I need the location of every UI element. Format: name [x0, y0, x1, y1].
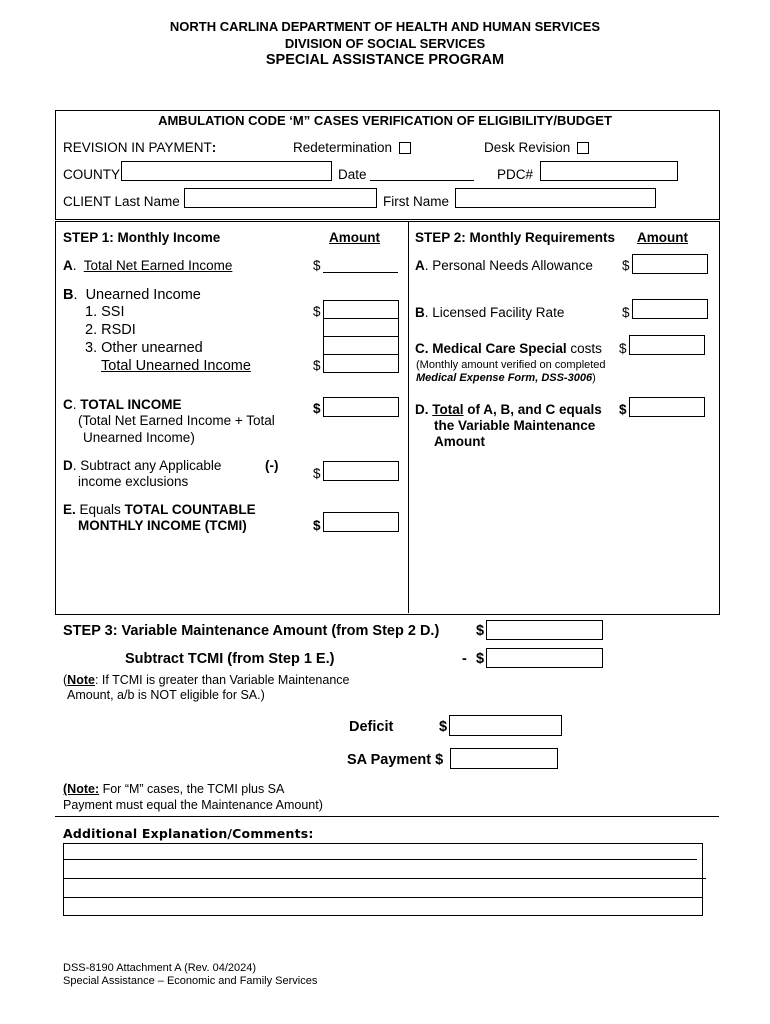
comment-line-2 — [63, 878, 706, 879]
dollar-sign: $ — [439, 719, 448, 735]
step3-title: STEP 3: Variable Maintenance Amount (from Step 2 D.) — [63, 623, 440, 639]
county-field[interactable] — [121, 161, 332, 181]
step2-a-letter: A — [415, 258, 425, 273]
step2-c-note2-text: Medical Expense Form, DSS-3006 — [416, 372, 593, 384]
comments-field[interactable] — [63, 843, 703, 916]
step1-b-total-label: Total Unearned Income — [101, 358, 251, 374]
step1-c-letter: C — [63, 397, 73, 412]
step2-medical-care-field[interactable] — [629, 335, 705, 355]
step2-b-row: B. Licensed Facility Rate — [415, 305, 565, 320]
step2-d-label3: Amount — [434, 434, 485, 449]
step2-a-label: Personal Needs Allowance — [432, 258, 593, 273]
step1-total-income-field[interactable] — [323, 397, 399, 417]
revision-label-text: REVISION IN PAYMENT — [63, 140, 212, 155]
step1-d-minus: (-) — [265, 458, 279, 473]
step1-other-unearned-field[interactable] — [323, 336, 399, 355]
dollar-sign: $ — [435, 752, 444, 768]
step1-title-bold: STEP 1 — [63, 230, 110, 245]
step3-note3-rest: For “M” cases, the TCMI plus SA — [102, 782, 285, 796]
step1-a-label: Total Net Earned Income — [83, 258, 233, 273]
step2-d-label1a: Total — [432, 402, 464, 417]
dollar-sign: $ — [476, 651, 485, 667]
step1-b2-label: 2. RSDI — [85, 322, 136, 338]
first-name-label: First Name — [383, 194, 450, 209]
step1-total-unearned-field[interactable] — [323, 354, 399, 373]
step2-title-bold: STEP 2 — [415, 230, 462, 245]
step1-a-letter: A — [63, 258, 73, 273]
step1-d-letter: D — [63, 458, 73, 473]
step1-a-amount-field[interactable] — [323, 272, 398, 273]
dollar-sign: $ — [619, 402, 627, 417]
sa-payment-field[interactable] — [450, 748, 558, 769]
dollar-sign: $ — [313, 466, 321, 481]
desk-revision-label: Desk Revision — [484, 140, 571, 155]
date-field[interactable] — [370, 180, 474, 181]
step3-maintenance-amount-field[interactable] — [486, 620, 603, 640]
step1-c-note1: (Total Net Earned Income + Total — [78, 413, 275, 428]
step1-rsdi-field[interactable] — [323, 318, 399, 337]
dollar-sign: $ — [313, 518, 321, 533]
comment-line-3 — [63, 897, 703, 898]
step1-b3-label: 3. Other unearned — [85, 340, 203, 356]
step1-b-label: Unearned Income — [85, 287, 201, 303]
step1-e-label2: MONTHLY INCOME (TCMI) — [78, 518, 247, 533]
client-last-name-label: CLIENT Last Name — [63, 194, 180, 209]
step2-title-rest: : Monthly Requirements — [461, 230, 616, 245]
step2-amount-header: Amount — [637, 230, 688, 245]
step3-note3-bold: (Note: — [63, 782, 100, 796]
step1-a-row: A. Total Net Earned Income — [63, 258, 233, 273]
step3-subtract-tcmi-field[interactable] — [486, 648, 603, 668]
deficit-field[interactable] — [449, 715, 562, 736]
step3-note4: Payment must equal the Maintenance Amount) — [63, 798, 323, 812]
step3-bottom-divider — [55, 816, 719, 817]
comments-label: Additional Explanation/Comments: — [63, 826, 314, 841]
desk-revision-checkbox[interactable] — [577, 142, 589, 154]
step3-note1-rest: : If TCMI is greater than Variable Maintenance — [94, 673, 350, 687]
dollar-sign: $ — [619, 341, 627, 356]
revision-colon: : — [211, 140, 217, 155]
county-label: COUNTY — [63, 167, 120, 182]
step3-note2: Amount, a/b is NOT eligible for SA.) — [67, 688, 265, 702]
comment-line-1 — [63, 859, 697, 860]
step1-b-row: B. Unearned Income — [63, 287, 201, 303]
step1-exclusions-field[interactable] — [323, 461, 399, 481]
step1-e-row — [63, 502, 256, 517]
step3-note-paren: ( — [63, 673, 68, 687]
dollar-sign: $ — [313, 358, 321, 373]
footer-program: Special Assistance – Economic and Family Services — [63, 975, 318, 987]
first-name-field[interactable] — [455, 188, 656, 208]
step2-a-row: A. Personal Needs Allowance — [415, 258, 593, 273]
sa-payment-text: SA Payment — [347, 752, 432, 768]
step1-b1-label: 1. SSI — [85, 304, 125, 320]
step1-c-label: TOTAL INCOME — [80, 397, 182, 412]
step2-c-label-rest: costs — [570, 341, 602, 356]
step1-ssi-field[interactable] — [323, 300, 399, 319]
client-last-name-field[interactable] — [184, 188, 377, 208]
header-division: DIVISION OF SOCIAL SERVICES — [284, 36, 486, 51]
pdc-field[interactable] — [540, 161, 678, 181]
header-program: SPECIAL ASSISTANCE PROGRAM — [265, 52, 505, 68]
step1-d-label1: Subtract any Applicable — [80, 458, 222, 473]
dollar-sign: $ — [313, 304, 321, 319]
step1-amount-header: Amount — [329, 230, 380, 245]
step2-c-note2 — [416, 372, 596, 384]
steps-divider — [408, 222, 409, 613]
step2-c-label-bold: Medical Care Special — [432, 341, 567, 356]
step2-facility-rate-field[interactable] — [632, 299, 708, 319]
step3-note-bold: Note — [67, 673, 95, 687]
step2-d-row — [415, 402, 602, 417]
step2-personal-needs-field[interactable] — [632, 254, 708, 274]
sa-payment-label — [347, 752, 443, 768]
form-title: AMBULATION CODE ‘M” CASES VERIFICATION OF ELIGIBILITY/BUDGET — [158, 113, 612, 128]
redetermination-label: Redetermination — [293, 140, 393, 155]
step2-title — [415, 230, 615, 245]
step1-d-row: D. Subtract any Applicable — [63, 458, 222, 473]
step1-e-label1a: Equals — [79, 502, 121, 517]
deficit-label: Deficit — [349, 719, 394, 735]
revision-in-payment-label — [63, 140, 216, 155]
step1-d-label2: income exclusions — [78, 474, 189, 489]
footer-form-number: DSS-8190 Attachment A (Rev. 04/2024) — [63, 962, 257, 974]
dollar-sign: $ — [622, 258, 630, 273]
date-label: Date — [338, 167, 367, 182]
step2-d-label1b: of A, B, and C equals — [467, 402, 602, 417]
step1-e-letter: E. — [63, 502, 76, 517]
dollar-sign: $ — [476, 623, 485, 639]
step1-title — [63, 230, 220, 245]
step2-c-row — [415, 341, 602, 356]
step1-title-rest: : Monthly Income — [109, 230, 221, 245]
step2-c-letter: C. — [415, 341, 429, 356]
dollar-sign: $ — [313, 258, 321, 273]
header-department: NORTH CARLINA DEPARTMENT OF HEALTH AND HUMAN SERVICES — [169, 19, 601, 34]
redetermination-checkbox[interactable] — [399, 142, 411, 154]
step3-note1 — [63, 673, 349, 687]
step3-minus: - — [462, 651, 467, 667]
step1-tcmi-field[interactable] — [323, 512, 399, 532]
step2-c-note2-close: ) — [592, 372, 596, 384]
dollar-sign: $ — [313, 401, 321, 416]
step3-note3 — [63, 782, 284, 796]
step2-variable-maintenance-field[interactable] — [629, 397, 705, 417]
step1-e-label1b: TOTAL COUNTABLE — [124, 502, 256, 517]
step1-c-row: C. TOTAL INCOME — [63, 397, 182, 412]
step3-subtract-label: Subtract TCMI (from Step 1 E.) — [125, 651, 335, 667]
step2-d-letter: D. — [415, 402, 429, 417]
step2-b-label: Licensed Facility Rate — [432, 305, 565, 320]
dollar-sign: $ — [622, 305, 630, 320]
step1-c-note2: Unearned Income) — [83, 430, 195, 445]
step2-d-label2: the Variable Maintenance — [434, 418, 596, 433]
pdc-label: PDC# — [497, 167, 534, 182]
step2-b-letter: B — [415, 305, 425, 320]
step1-b-letter: B — [63, 287, 74, 303]
step2-c-note1: (Monthly amount verified on completed — [416, 359, 606, 371]
